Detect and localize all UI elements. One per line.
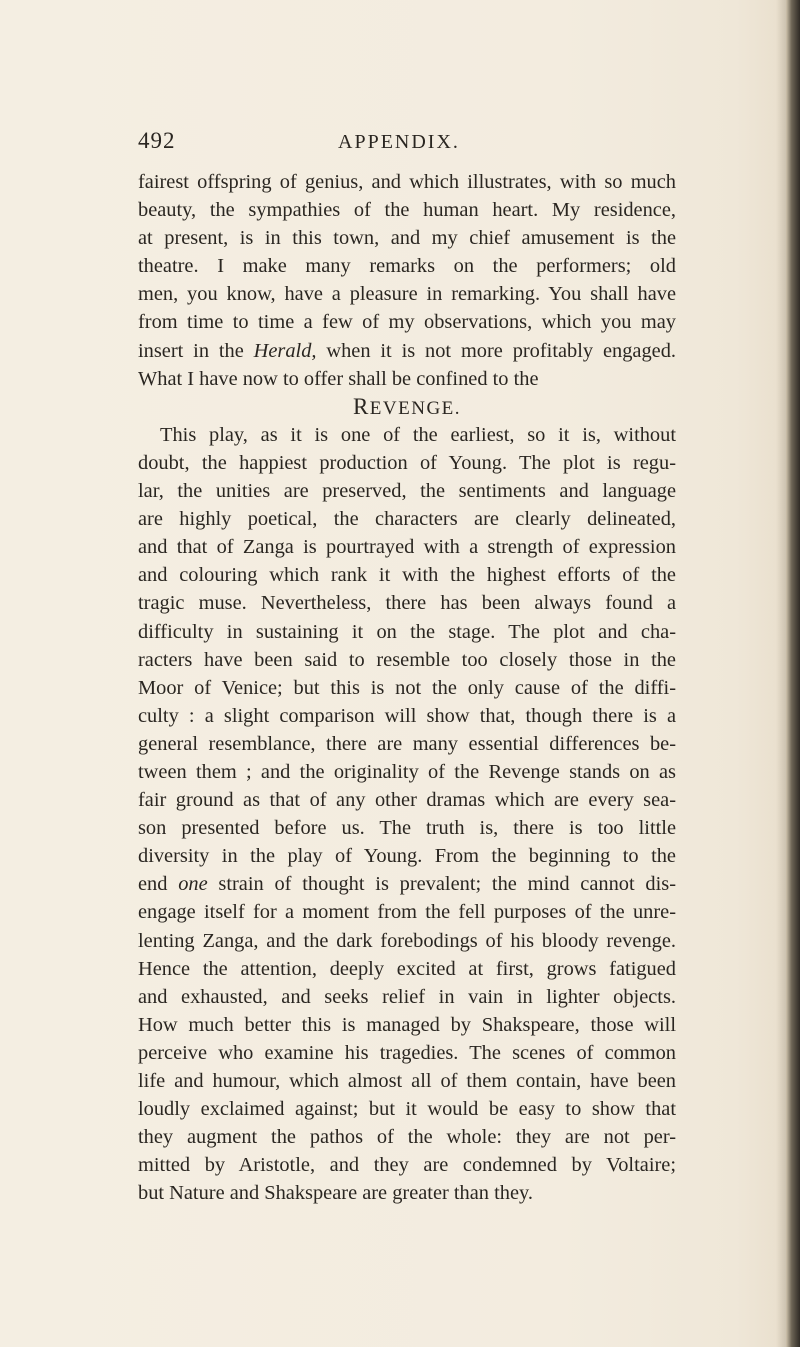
text-line: [138, 870, 676, 898]
text-line: are highly poetical, the characters are clearly delineated,: [138, 508, 676, 531]
text-line: they augment the pathos of the whole: they are not per-: [138, 1126, 676, 1149]
text-line: lenting Zanga, and the dark forebodings of his bloody revenge.: [138, 929, 676, 952]
text-segment: when it is not more profitably engaged.: [316, 339, 676, 362]
text-line: culty : a slight comparison will show that, though there is a: [138, 704, 676, 727]
page-gutter-shadow: [776, 0, 786, 1347]
text-line: Hence the attention, deeply excited at first, grows fatigued: [138, 957, 676, 980]
text-line: life and humour, which almost all of them contain, have been: [138, 1070, 676, 1092]
text-line: mitted by Aristotle, and they are condemned by Voltaire;: [138, 1154, 676, 1177]
page-header: [138, 128, 678, 162]
page-number: 492: [138, 128, 176, 153]
text-line: Moor of Venice; but this is not the only cause of the diffi-: [138, 676, 676, 699]
text-line: [138, 337, 676, 365]
text-line: This play, as it is one of the earliest, so it is, without: [160, 423, 676, 446]
page-edge: [786, 0, 800, 1347]
text-line: How much better this is managed by Shakspeare, those will: [138, 1013, 676, 1036]
text-line: lar, the unities are preserved, the sentiments and language: [138, 480, 676, 503]
text-line: doubt, the happiest production of Young. The plot is regu-: [138, 451, 676, 474]
text-line: and that of Zanga is pourtrayed with a strength of expression: [138, 536, 676, 559]
text-line: perceive who examine his tragedies. The scenes of common: [138, 1041, 676, 1064]
one-italic: one: [178, 873, 208, 896]
heading-rest: EVENGE.: [369, 397, 462, 419]
body-text: [138, 168, 676, 1207]
herald-italic: Herald,: [253, 339, 317, 362]
text-line: son presented before us. The truth is, there is too little: [138, 817, 676, 840]
text-line: men, you know, have a pleasure in remarking. You shall have: [138, 283, 676, 306]
text-segment: strain of thought is prevalent; the mind cannot dis-: [207, 873, 676, 896]
text-segment: insert in the: [138, 339, 254, 362]
text-line: What I have now to offer shall be confined to the: [138, 367, 539, 390]
text-line: tragic muse. Nevertheless, there has been always found a: [138, 592, 676, 615]
text-line: theatre. I make many remarks on the performers; old: [138, 255, 676, 278]
text-line: and exhausted, and seeks relief in vain in lighter objects.: [138, 985, 676, 1008]
text-line: but Nature and Shakspeare are greater than they.: [138, 1182, 533, 1205]
text-line: tween them ; and the originality of the Revenge stands on as: [138, 760, 676, 783]
text-line: from time to time a few of my observations, which you may: [138, 311, 676, 334]
text-line: and colouring which rank it with the highest efforts of the: [138, 564, 676, 587]
text-line: racters have been said to resemble too closely those in the: [138, 648, 676, 671]
text-line: fairest offspring of genius, and which illustrates, with so much: [138, 171, 676, 193]
section-heading: [138, 393, 676, 421]
heading-initial: R: [352, 393, 370, 419]
text-line: at present, is in this town, and my chief amusement is the: [138, 227, 676, 250]
running-title: APPENDIX.: [338, 131, 460, 153]
text-line: fair ground as that of any other dramas which are every sea-: [138, 789, 676, 812]
text-line: diversity in the play of Young. From the beginning to the: [138, 845, 676, 868]
text-segment: end: [138, 873, 179, 896]
text-line: beauty, the sympathies of the human heart. My residence,: [138, 199, 676, 222]
text-line: engage itself for a moment from the fell purposes of the unre-: [138, 901, 676, 924]
text-line: difficulty in sustaining it on the stage. The plot and cha-: [138, 620, 676, 643]
text-line: general resemblance, there are many essential differences be-: [138, 732, 676, 755]
text-line: loudly exclaimed against; but it would be easy to show that: [138, 1098, 676, 1121]
